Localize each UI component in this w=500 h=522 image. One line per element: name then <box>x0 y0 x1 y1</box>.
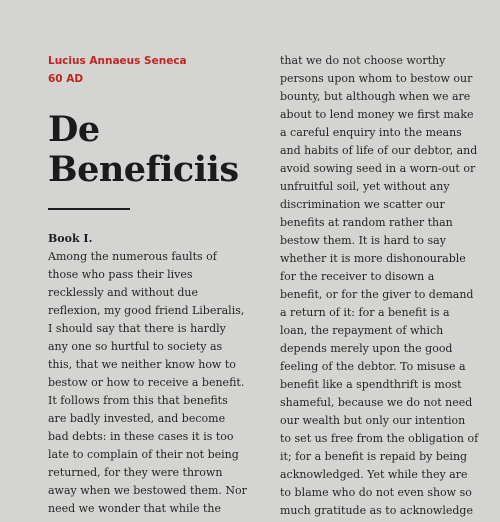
text-line: reflexion, my good friend Liberalis, <box>48 304 245 317</box>
text-line: unfruitful soil, yet without any <box>280 180 450 193</box>
text-line: benefit, or for the giver to demand <box>280 288 474 301</box>
text-line: recklessly and without due <box>48 286 199 299</box>
section-heading: Book I. <box>48 232 93 245</box>
title-divider <box>48 208 130 210</box>
text-line: about to lend money we first make <box>280 108 474 121</box>
text-line: returned, for they were thrown <box>48 466 223 479</box>
text-line: to set us free from the obligation of <box>280 432 479 445</box>
text-line: away when we bestowed them. Nor <box>48 484 247 497</box>
text-line: late to complain of their not being <box>48 448 239 461</box>
text-line: I should say that there is hardly <box>48 322 226 335</box>
text-line: loan, the repayment of which <box>280 324 444 337</box>
text-line: our wealth but only our intention <box>280 414 466 427</box>
text-line: bad debts: in these cases it is too <box>48 430 234 443</box>
author-date: 60 AD <box>48 73 84 85</box>
text-line: benefit like a spendthrift is most <box>280 378 462 391</box>
author-name: Lucius Annaeus Seneca <box>48 55 187 67</box>
text-line: whether it is more dishonourable <box>280 252 466 265</box>
text-line: bestow them. It is hard to say <box>280 234 446 247</box>
text-line: much gratitude as to acknowledge <box>280 504 473 517</box>
title-line-2: Beneficiis <box>48 149 239 190</box>
text-line: a careful enquiry into the means <box>280 126 462 139</box>
text-line: need we wonder that while the <box>48 502 222 515</box>
text-line: feeling of the debtor. To misuse a <box>280 360 466 373</box>
text-line: this, that we neither know how to <box>48 358 236 371</box>
text-line: it; for a benefit is repaid by being <box>280 450 468 463</box>
text-line: that we do not choose worthy <box>280 54 446 67</box>
text-line: persons upon whom to bestow our <box>280 72 473 85</box>
text-line: for the receiver to disown a <box>280 270 435 283</box>
text-line: a return of it: for a benefit is a <box>280 306 450 319</box>
text-line: avoid sowing seed in a worn-out or <box>280 162 476 175</box>
text-line: benefits at random rather than <box>280 216 453 229</box>
text-line: discrimination we scatter our <box>280 198 445 211</box>
page-title <box>48 110 253 190</box>
text-line: those who pass their lives <box>48 268 193 281</box>
text-line: It follows from this that benefits <box>48 394 228 407</box>
text-line: Among the numerous faults of <box>48 250 217 263</box>
right-column <box>280 52 485 520</box>
left-column-text <box>48 248 253 518</box>
text-line: any one so hurtful to society as <box>48 340 223 353</box>
text-line: depends merely upon the good <box>280 342 453 355</box>
text-line: to blame who do not even show so <box>280 486 472 499</box>
text-line: acknowledged. Yet while they are <box>280 468 468 481</box>
text-line: bestow or how to receive a benefit. <box>48 376 245 389</box>
text-line: are badly invested, and become <box>48 412 226 425</box>
text-line: bounty, but although when we are <box>280 90 471 103</box>
title-line-1: De <box>48 109 100 150</box>
author-block <box>48 52 253 88</box>
left-column <box>48 52 253 518</box>
text-line: and habits of life of our debtor, and <box>280 144 478 157</box>
text-line: shameful, because we do not need <box>280 396 473 409</box>
